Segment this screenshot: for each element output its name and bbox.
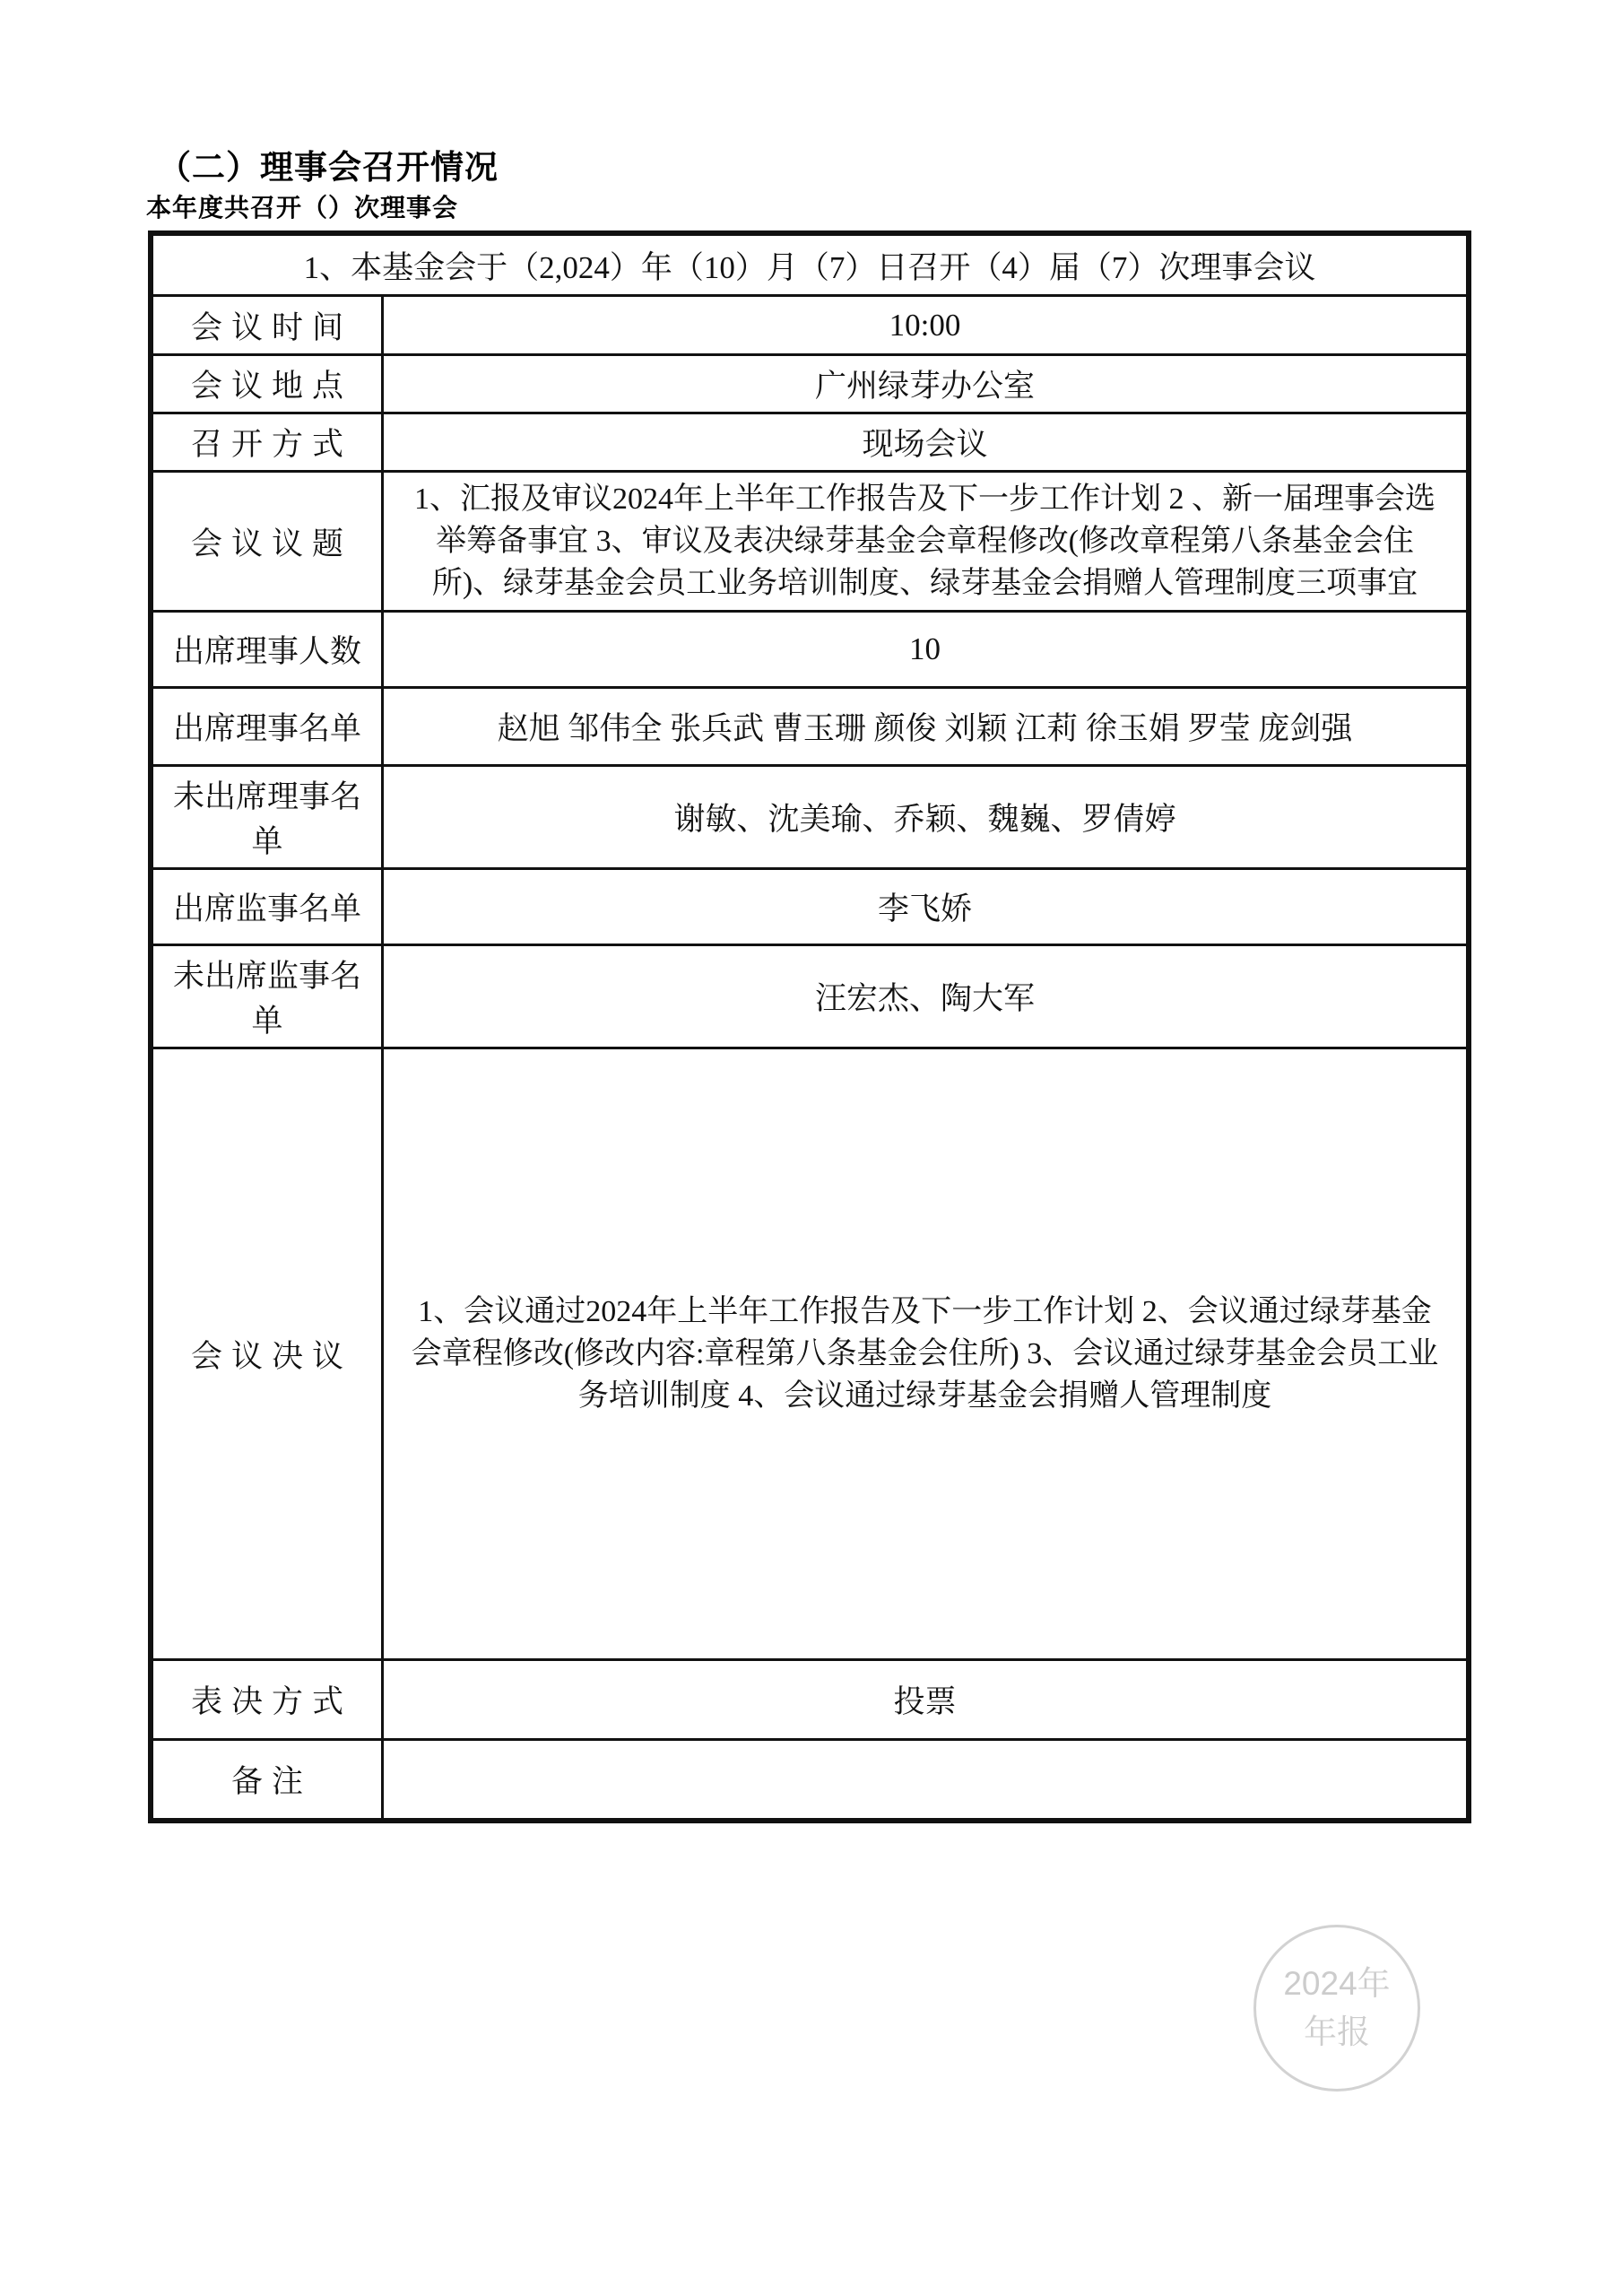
row-value [384,1741,1466,1818]
table-row-supervisors-present-names [153,867,1466,944]
table-row-meeting-format [153,412,1466,470]
table-row-meeting-topics [153,470,1466,610]
row-label: 会议议题 [153,473,384,610]
board-meeting-table [148,230,1471,1823]
row-value: 10:00 [889,307,961,343]
row-label: 出席监事名单 [153,870,384,944]
annual-report-stamp [1253,1925,1420,2092]
row-label: 表决方式 [153,1661,384,1738]
section-title: （二）理事会召开情况 [158,149,499,186]
row-label: 会议时间 [153,297,384,353]
row-value: 赵旭 邹伟全 张兵武 曹玉珊 颜俊 刘颖 江莉 徐玉娟 罗莹 庞剑强 [497,711,1353,746]
row-value: 李飞娇 [877,891,972,926]
table-row-supervisors-absent-names [153,944,1466,1047]
row-label: 召开方式 [153,414,384,470]
row-label: 出席理事名单 [153,689,384,764]
row-value: 谢敏、沈美瑜、乔颖、魏巍、罗倩婷 [673,802,1176,837]
row-value: 广州绿芽办公室 [814,369,1035,404]
row-label: 未出席理事名单 [153,767,384,867]
stamp-year-text: 2024年 [1283,1965,1391,2002]
table-row-meeting-time [153,294,1466,353]
row-label: 备注 [153,1741,384,1818]
table-row-meeting-place [153,353,1466,412]
row-label: 会议地点 [153,356,384,412]
row-value: 1、会议通过2024年上半年工作报告及下一步工作计划 2、会议通过绿芽基金会章程修改(修改内容:章程第八条基金会住所) 3、会议通过绿芽基金会员工业务培训制度 4、会议通过绿芽基金会捐赠人管理制度 [411,1295,1439,1413]
stamp-report-text: 年报 [1304,2013,1370,2050]
table-row-directors-present-count [153,610,1466,686]
row-label: 未出席监事名单 [153,946,384,1047]
table-row-remarks [153,1738,1466,1818]
table-row-directors-present-names [153,686,1466,764]
row-label: 出席理事人数 [153,613,384,686]
meeting-summary-text: 1、本基金会于（2,024）年（10）月（7）日召开（4）届（7）次理事会议 [303,249,1316,285]
section-subtitle: 本年度共召开（）次理事会 [146,194,459,222]
row-value: 汪宏杰、陶大军 [814,981,1035,1016]
table-header-row [153,236,1466,294]
row-value: 10 [909,631,941,666]
row-label: 会议决议 [153,1049,384,1658]
row-value: 投票 [893,1684,957,1719]
table-row-directors-absent-names [153,764,1466,867]
table-row-voting-method [153,1658,1466,1738]
row-value: 1、汇报及审议2024年上半年工作报告及下一步工作计划 2 、新一届理事会选举筹备事宜 3、审议及表决绿芽基金会章程修改(修改章程第八条基金会住所)、绿芽基金会员工业务培训制度、绿芽基金会捐赠人管理制度三项事宜 [414,483,1436,600]
table-row-meeting-resolutions [153,1047,1466,1658]
row-value: 现场会议 [862,427,988,462]
